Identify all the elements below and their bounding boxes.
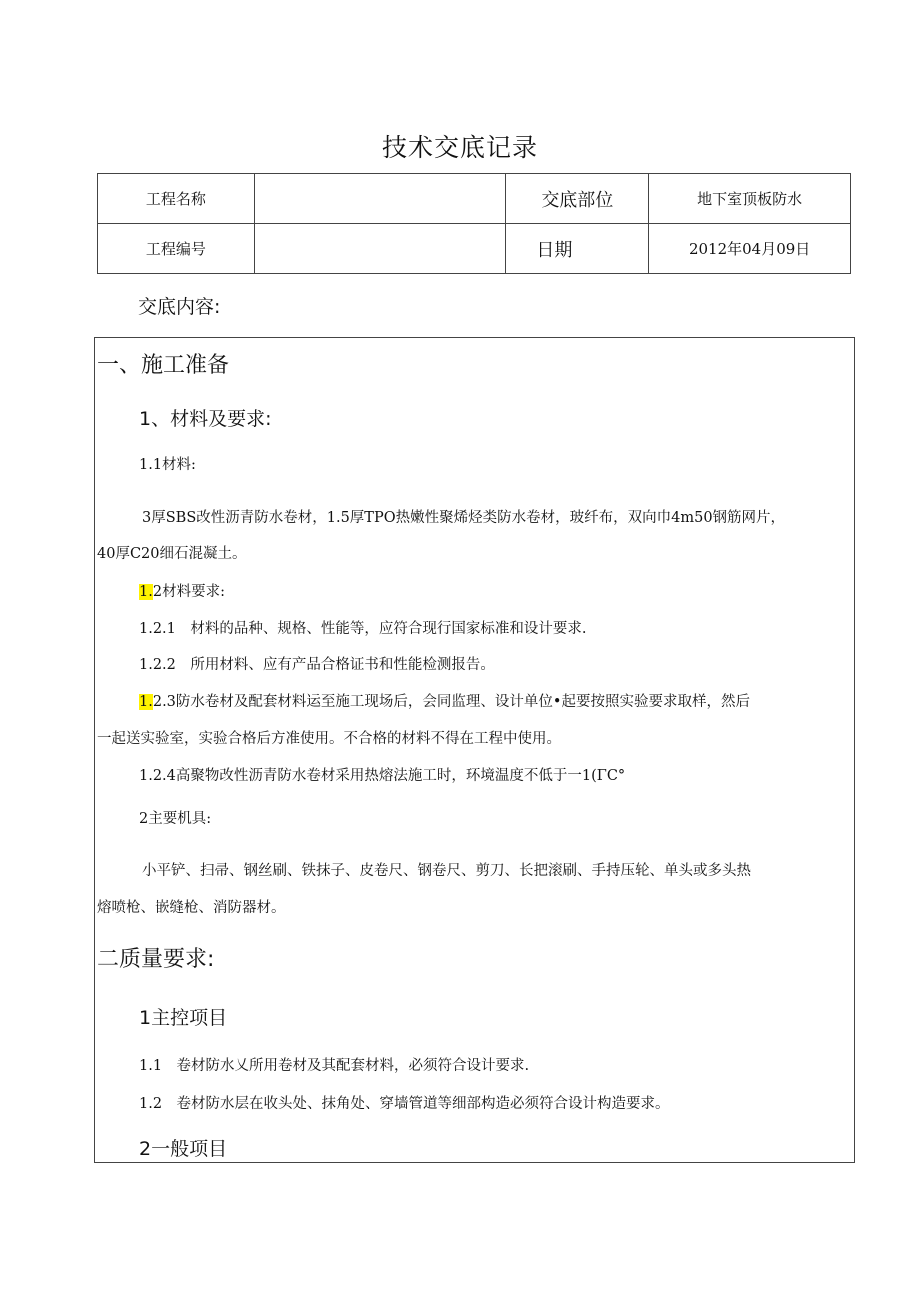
item-1-2-3-line-2: 一起送实验室，实验合格后方准使用。不合格的材料不得在工程中使用。 [97,731,561,747]
date-value: 2012年04月09日 [649,224,851,274]
project-no-value [254,224,506,274]
item-1-2-2: 1.2.2 所用材料、应有产品合格证书和性能检测报告。 [139,657,495,673]
materials-line-2: 40厚C20细石混凝土。 [97,546,247,562]
materials-line-1: 3厚SBS改性沥青防水卷材，1.5厚TPO热嫩性聚烯烃类防水卷材，玻纤布，双向巾4m50钢筋网片， [142,510,786,526]
item-1-2-1: 1.2.1 材料的品种、规格、性能等，应符合现行国家标准和设计要求. [139,621,587,637]
section-1-title: 一、施工准备 [97,353,230,378]
location-label: 交底部位 [506,174,649,224]
item-1-2-text: 2材料要求: [152,584,225,600]
general-items-title: 2一般项目 [139,1138,228,1160]
project-name-label: 工程名称 [98,174,255,224]
info-row-1 [98,174,851,224]
tools-line-1: 小平铲、扫帚、钢丝刷、铁抹子、皮卷尺、钢卷尺、剪刀、长把滚刷、手持压轮、单头或多头热 [142,863,751,879]
project-name-value [254,174,506,224]
highlight-mark: 1. [139,694,153,710]
info-table [97,173,851,274]
item-1-2 [139,580,225,601]
location-value: 地下室顶板防水 [649,174,851,224]
content-box [94,337,855,1163]
date-label: 日期 [506,224,649,274]
quality-item-1-1: 1.1 卷材防水乂所用卷材及其配套材料，必须符合设计要求. [139,1058,530,1074]
page-title: 技术交底记录 [381,133,538,162]
tools-title: 2主要机具: [139,811,212,827]
item-1-1: 1.1材料: [139,457,196,473]
info-row-2 [98,224,851,274]
project-no-label: 工程编号 [98,224,255,274]
section-2-title: 二质量要求: [97,947,215,972]
main-control-title: 1主控项目 [139,1007,228,1029]
item-1-2-3-text: 2.3防水卷材及配套材料运至施工现场后，会同监理、设计单位•起要按照实验要求取样，然后 [152,694,750,710]
content-heading: 交底内容: [138,296,221,318]
highlight-mark: 1. [139,584,153,600]
quality-item-1-2: 1.2 卷材防水层在收头处、抹角处、穿墙管道等细部构造必须符合设计构造要求。 [139,1096,670,1112]
item-1-2-3 [139,690,750,711]
tools-line-2: 熔喷枪、嵌缝枪、消防器材。 [97,900,286,916]
subsection-1-1-title: 1、材料及要求: [139,408,272,430]
item-1-2-4: 1.2.4高聚物改性沥青防水卷材采用热熔法施工时，环境温度不低于一1(ΓC° [139,768,626,784]
